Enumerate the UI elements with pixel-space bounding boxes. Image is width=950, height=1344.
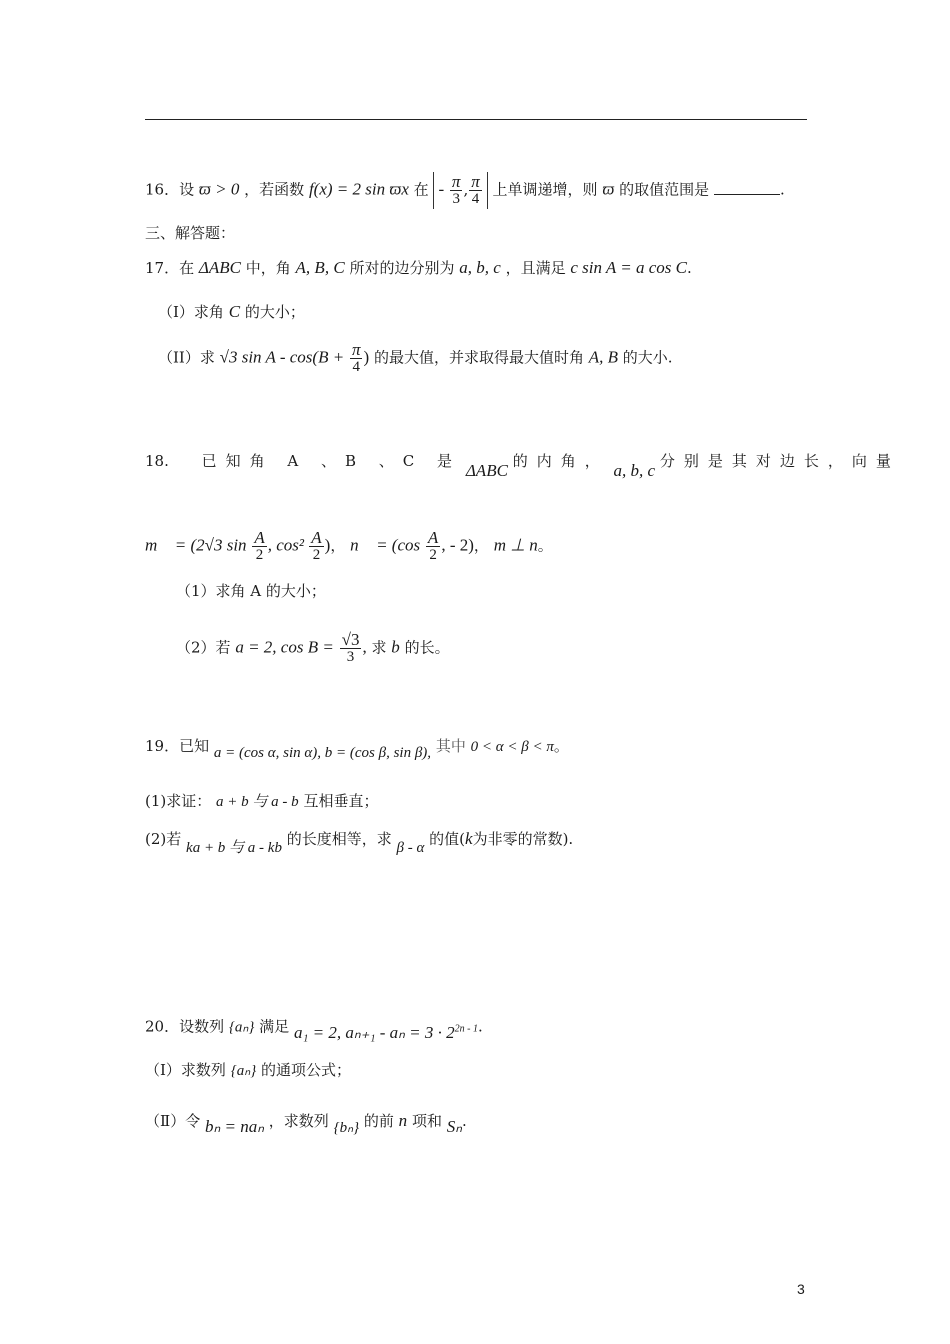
q16-condition: ϖ > 0 bbox=[198, 179, 240, 199]
q20-part-2 bbox=[145, 1110, 467, 1136]
q18-sep: ， bbox=[330, 536, 346, 555]
q20-p2-end: . bbox=[462, 1112, 467, 1130]
q17-p2-expr-2: ) bbox=[363, 347, 370, 367]
q20-part-1 bbox=[145, 1059, 351, 1082]
q18-text-2: 的内角， bbox=[512, 452, 609, 470]
q20-cond-exp: 2n - 1 bbox=[454, 1023, 478, 1034]
q18-p2-num: √3 bbox=[341, 630, 360, 649]
q19-vectors: a = (cos α, sin α), b = (cos β, sin β), bbox=[213, 745, 432, 761]
q16-text-3: 上单调递增，则 bbox=[492, 180, 598, 199]
q18-label: 18. bbox=[145, 452, 169, 470]
q17-part-1 bbox=[158, 301, 305, 323]
q20-p2-n: n bbox=[398, 1111, 408, 1130]
section-heading: 三、解答题： bbox=[145, 224, 236, 242]
q19-p2-label: (2)若 bbox=[145, 830, 182, 848]
q17-p2-pi: π bbox=[351, 340, 361, 359]
q18-vectors bbox=[145, 530, 553, 563]
q18-p2-den: 3 bbox=[346, 649, 355, 665]
q16-label: 16．设 bbox=[145, 180, 195, 199]
q19-p2-k: k bbox=[465, 829, 473, 848]
q19-p2-diff: β - α bbox=[396, 840, 425, 856]
q17-triangle: ΔABC bbox=[198, 258, 241, 277]
q20-p2-text-3: 项和 bbox=[411, 1112, 442, 1130]
q16-minus: - bbox=[438, 179, 445, 199]
q17-condition: c sin A = a cos C bbox=[570, 258, 687, 277]
q18-part-1: （1）求角 A 的大小； bbox=[176, 582, 326, 600]
q16-frac-1 bbox=[450, 174, 463, 207]
q19-end: 。 bbox=[553, 737, 569, 755]
q19-text-1: 其中 bbox=[435, 737, 466, 755]
q18-frac-2 bbox=[309, 530, 323, 563]
q18-p2-var: b bbox=[391, 637, 400, 657]
q18-frac-3 bbox=[426, 530, 440, 563]
q16-interval: - $\frac{\pi}{3}$ , $\frac{\pi}{4}$ bbox=[433, 172, 487, 209]
q18-p2-frac bbox=[340, 632, 362, 665]
q18-a-1: A bbox=[254, 528, 265, 547]
q20-condition bbox=[294, 1023, 478, 1042]
q19-p2-text-2: 的值( bbox=[429, 830, 466, 848]
q16-pi-1: π bbox=[451, 172, 461, 191]
q17-text-2: 所对的边分别为 bbox=[349, 259, 455, 277]
q20-text-1: 满足 bbox=[259, 1017, 290, 1036]
q17-label: 17．在 bbox=[145, 259, 195, 277]
q18-two-1: 2 bbox=[255, 547, 264, 563]
q16-den-1: 3 bbox=[452, 191, 460, 207]
q18-n-expr-2: , - 2) bbox=[441, 535, 474, 555]
q17-p2-end: 的大小. bbox=[622, 348, 673, 367]
q19-p1-end: 互相垂直； bbox=[303, 792, 379, 810]
q19-label: 19．已知 bbox=[145, 737, 210, 755]
q16-pi-2: π bbox=[471, 172, 480, 191]
question-20 bbox=[145, 1012, 483, 1042]
q16-answer-blank bbox=[714, 180, 780, 195]
q17-angles: A, B, C bbox=[295, 258, 345, 277]
q18-p2-end: 的长。 bbox=[404, 638, 450, 657]
q16-frac-2 bbox=[469, 174, 482, 207]
question-16 bbox=[145, 172, 785, 209]
q18-perp: m ⊥ n bbox=[493, 535, 538, 555]
question-18 bbox=[145, 450, 900, 480]
q18-sep-2: ， bbox=[473, 536, 489, 555]
q18-frac-1 bbox=[252, 530, 266, 563]
q17-p2-frac bbox=[350, 342, 363, 375]
q20-p2-s: Sₙ bbox=[446, 1117, 463, 1136]
q17-text-1: 中，角 bbox=[245, 259, 291, 277]
q17-p2-text: 的最大值，并求取得最大值时角 bbox=[373, 348, 584, 367]
q18-part-2 bbox=[176, 632, 450, 665]
q16-text-1: ，若函数 bbox=[244, 180, 305, 199]
q20-p2-seq: {bₙ} bbox=[333, 1120, 360, 1136]
q16-function: f(x) = 2 sin ϖx bbox=[308, 179, 409, 199]
q18-triangle: ΔABC bbox=[465, 461, 508, 480]
q16-text-4: 的取值范围是 bbox=[619, 180, 710, 199]
q20-p2-text-2: 的前 bbox=[363, 1112, 394, 1130]
q20-p1-end: 的通项公式； bbox=[260, 1061, 351, 1079]
q19-part-1 bbox=[145, 790, 378, 813]
q18-a-3: A bbox=[427, 528, 439, 547]
q18-m-expr-3: ) bbox=[324, 535, 331, 555]
q20-label: 20．设数列 bbox=[145, 1017, 225, 1036]
question-17 bbox=[145, 257, 692, 279]
q19-part-2 bbox=[145, 828, 574, 856]
q17-p1-var: C bbox=[228, 302, 241, 321]
q18-m-expr-2: , cos² bbox=[267, 535, 309, 555]
q18-p2-label: （2）若 bbox=[176, 638, 231, 657]
q18-p2-comma: , bbox=[362, 637, 367, 657]
q17-p2-den: 4 bbox=[352, 359, 360, 375]
q18-text-3: 分别是其对边长，向量 bbox=[659, 452, 900, 470]
question-19 bbox=[145, 735, 569, 761]
q16-end: . bbox=[779, 180, 785, 199]
q18-n-expr-1: n⃗ = (cos bbox=[350, 535, 421, 555]
q20-cond-base: a₁ = 2, aₙ₊₁ - aₙ = 3 · 2 bbox=[293, 1022, 455, 1042]
q19-p2-text-1: 的长度相等，求 bbox=[286, 830, 392, 848]
q16-omega: ϖ bbox=[602, 179, 615, 199]
q19-p2-expr: ka + b 与 a - kb bbox=[186, 840, 282, 856]
q18-p2-expr: a = 2, cos B = bbox=[235, 637, 334, 657]
q17-end: . bbox=[687, 259, 692, 277]
q20-p1-label: （Ⅰ）求数列 bbox=[145, 1061, 226, 1079]
q20-p2-text-1: ，求数列 bbox=[268, 1112, 329, 1130]
q17-text-3: ，且满足 bbox=[505, 259, 566, 277]
q17-part-2 bbox=[158, 342, 673, 375]
q18-sides: a, b, c bbox=[613, 461, 656, 480]
q16-text-2: 在 bbox=[413, 180, 429, 199]
page-number: 3 bbox=[797, 1281, 805, 1297]
q19-p1-label: (1)求证： bbox=[145, 792, 212, 810]
q19-p1-expr: a + b 与 a - b bbox=[216, 794, 299, 810]
q18-p2-text: 求 bbox=[371, 638, 387, 657]
q17-sides: a, b, c bbox=[459, 258, 501, 277]
q17-p2-expr-1: √3 sin A - cos(B + bbox=[219, 347, 345, 367]
q18-a-2: A bbox=[311, 528, 322, 547]
q20-seq: {aₙ} bbox=[228, 1019, 255, 1036]
q20-p2-def: bₙ = naₙ bbox=[204, 1117, 265, 1136]
q18-end: 。 bbox=[537, 536, 553, 555]
q17-p1-end: 的大小； bbox=[244, 303, 305, 321]
q20-end: . bbox=[477, 1017, 483, 1036]
header-rule bbox=[145, 119, 807, 120]
q18-two-2: 2 bbox=[312, 547, 321, 563]
q20-p2-label: （Ⅱ）令 bbox=[145, 1112, 201, 1130]
q16-den-2: 4 bbox=[471, 191, 480, 207]
q17-p2-vars: A, B bbox=[588, 347, 619, 367]
q18-m-expr-1: m⃗ = (2√3 sin bbox=[145, 535, 247, 555]
q19-condition: 0 < α < β < π bbox=[470, 739, 554, 755]
q18-text-1: 已知角 A 、B 、C 是 bbox=[201, 452, 462, 470]
q19-p2-end: 为非零的常数). bbox=[472, 830, 574, 848]
q17-p1-label: （I）求角 bbox=[158, 303, 224, 321]
q20-p1-seq: {aₙ} bbox=[230, 1063, 257, 1079]
q17-p2-label: （II）求 bbox=[158, 348, 215, 367]
q18-two-3: 2 bbox=[429, 547, 437, 563]
